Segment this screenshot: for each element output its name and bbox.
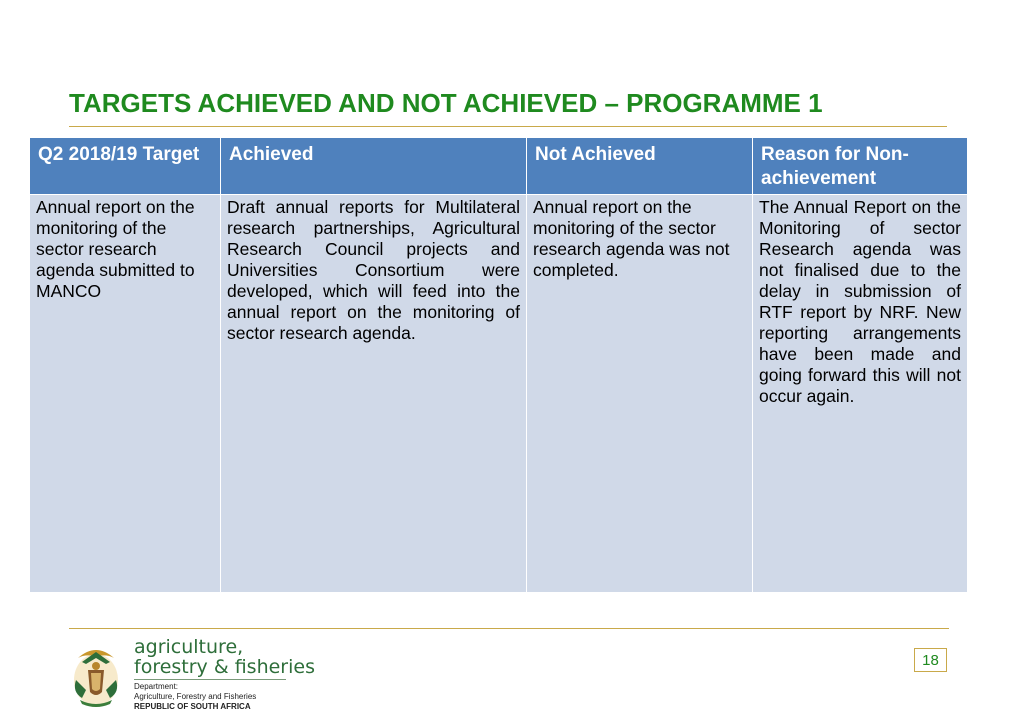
page-number: 18 <box>914 648 947 672</box>
department-label: Department: <box>134 682 179 691</box>
header-reason: Reason for Non-achievement <box>753 138 968 195</box>
cell-achieved: Draft annual reports for Multilateral research partnerships, Agricultural Research Council projects and Universities Consortium were developed, which will feed into the annual report on the monitoring of sector research agenda. <box>221 195 527 593</box>
targets-table <box>29 137 968 593</box>
table-header-row <box>30 138 968 195</box>
page-title: TARGETS ACHIEVED AND NOT ACHIEVED – PROGRAMME 1 <box>69 88 823 118</box>
header-target: Q2 2018/19 Target <box>30 138 221 195</box>
title-divider <box>69 126 947 127</box>
coat-of-arms-icon <box>68 640 124 710</box>
department-name: Agriculture, Forestry and Fisheries <box>134 692 257 701</box>
header-achieved: Achieved <box>221 138 527 195</box>
cell-reason: The Annual Report on the Monitoring of sector Research agenda was not finalised due to the delay in submission of RTF report by NRF. New reporting arrangements have been made and going forward this will not occur again. <box>753 195 968 593</box>
brand-line-2: forestry & fisheries <box>134 656 315 678</box>
country-name: REPUBLIC OF SOUTH AFRICA <box>134 702 251 711</box>
brand-line-1: agriculture, <box>134 636 244 658</box>
brand-divider <box>134 679 286 680</box>
table-row <box>30 195 968 593</box>
cell-not-achieved: Annual report on the monitoring of the sector research agenda was not completed. <box>527 195 753 593</box>
footer-divider <box>69 628 949 629</box>
cell-target: Annual report on the monitoring of the sector research agenda submitted to MANCO <box>30 195 221 593</box>
header-not-achieved: Not Achieved <box>527 138 753 195</box>
